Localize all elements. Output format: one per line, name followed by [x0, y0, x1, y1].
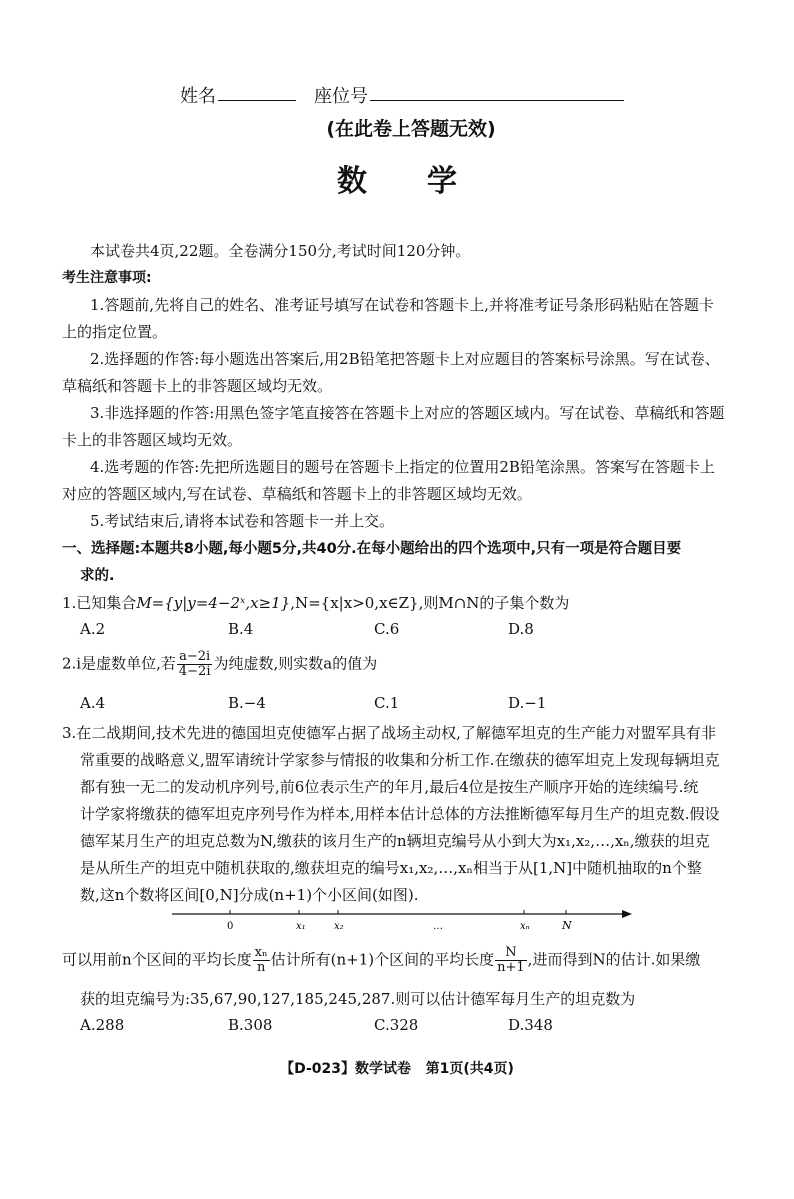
instruction-4-line1: 4.选考题的作答:先把所选题目的题号在答题卡上指定的位置用2B铅笔涂黑。答案写在答题卡上 [90, 458, 715, 476]
q3-frac2-den: n+1 [497, 960, 525, 975]
q1-option-d[interactable]: D.8 [508, 620, 534, 638]
q2-suffix: 为纯虚数,则实数a的值为 [213, 654, 378, 673]
q3-fraction-2 [495, 946, 527, 975]
q1-option-a[interactable]: A.2 [80, 620, 106, 638]
instruction-2-line1: 2.选择题的作答:每小题选出答案后,用2B铅笔把答题卡上对应题目的答案标号涂黑。写在试卷、 [90, 350, 720, 368]
q3-line-2: 常重要的战略意义,盟军请统计学家参与情报的收集和分析工作.在缴获的德军坦克上发现每辆坦克 [80, 751, 720, 769]
number-line-figure [0, 904, 794, 936]
axis-label-xn: xₙ [520, 921, 530, 932]
q2-option-b[interactable]: B.−4 [228, 694, 266, 712]
q3-line-4: 计学家将缴获的德军坦克序列号作为样本,用样本估计总体的方法推断德军每月生产的坦克数.假设 [80, 805, 720, 823]
q2-frac-den: 4−2i [178, 664, 211, 679]
q3-frac1-den: n [256, 960, 266, 975]
q3-line-5: 德军某月生产的坦克总数为N,缴获的该月生产的n辆坦克编号从小到大为x₁,x₂,…,xₙ,缴获的坦克 [80, 832, 710, 850]
axis-label-x2: x₂ [334, 921, 344, 932]
footer-code: 【D-023】 [280, 1061, 355, 1077]
name-blank [218, 86, 296, 101]
axis-label-0: 0 [227, 921, 234, 932]
instruction-3-line2: 卡上的非答题区域均无效。 [62, 431, 243, 449]
q3-line-6: 是从所生产的坦克中随机获取的,缴获坦克的编号x₁,x₂,…,xₙ相当于从[1,N]中随机抽取的n个整 [80, 859, 702, 877]
exam-intro: 本试卷共4页,22题。全卷满分150分,考试时间120分钟。 [90, 242, 471, 260]
q1-suffix: ,则M∩N的子集个数为 [418, 594, 570, 612]
q3-text-b: 估计所有(n+1)个区间的平均长度 [270, 950, 495, 969]
name-label: 姓名 [180, 86, 216, 107]
q3-option-b[interactable]: B.308 [228, 1016, 273, 1034]
question-2 [0, 650, 794, 679]
q3-fraction-1 [253, 946, 270, 975]
q1-set-n: ,N={x|x>0,x∈Z} [290, 594, 419, 612]
q1-option-c[interactable]: C.6 [374, 620, 400, 638]
q3-line-7: 数,这n个数将区间[0,N]分成(n+1)个小区间(如图). [80, 886, 419, 904]
q1-prefix: 1.已知集合 [62, 594, 137, 612]
section-title: 一、选择题:本题共8小题,每小题5分,共40分.在每小题给出的四个选项中,只有一项是符合题目要 [62, 541, 682, 557]
q2-option-c[interactable]: C.1 [374, 694, 400, 712]
q2-option-a[interactable]: A.4 [80, 694, 106, 712]
seat-label: 座位号 [314, 86, 368, 107]
no-answer-notice: (在此卷上答题无效) [326, 118, 496, 140]
page-footer [0, 1058, 794, 1078]
q3-frac2-num: N [495, 946, 527, 961]
axis-label-x1: x₁ [296, 921, 306, 932]
q2-frac-num: a−2i [177, 650, 213, 665]
axis-label-N: N [562, 919, 572, 932]
q3-option-a[interactable]: A.288 [80, 1016, 125, 1034]
instruction-2-line2: 草稿纸和答题卡上的非答题区域均无效。 [62, 377, 333, 395]
instruction-4-line2: 对应的答题区域内,写在试卷、草稿纸和答题卡上的非答题区域均无效。 [62, 485, 532, 503]
axis-arrow-icon [622, 910, 632, 918]
footer-subject: 数学试卷 [355, 1061, 411, 1077]
q2-fraction [177, 650, 213, 679]
footer-page: 第1页(共4页) [425, 1061, 514, 1077]
q3-option-c[interactable]: C.328 [374, 1016, 419, 1034]
q2-prefix: 2.i是虚数单位,若 [62, 654, 176, 673]
section-title-cont: 求的. [80, 568, 115, 584]
instruction-3-line1: 3.非选择题的作答:用黑色签字笔直接答在答题卡上对应的答题区域内。写在试卷、草稿纸和答题 [90, 404, 725, 422]
instruction-5: 5.考试结束后,请将本试卷和答题卡一并上交。 [90, 512, 395, 530]
axis-label-dots: … [433, 921, 443, 932]
q3-line-1: 3.在二战期间,技术先进的德国坦克使德军占据了战场主动权,了解德军坦克的生产能力对盟军具有非 [62, 724, 716, 742]
q3-line-3: 都有独一无二的发动机序列号,前6位表示生产的年月,最后4位是按生产顺序开始的连续编号.统 [80, 778, 699, 796]
q1-option-b[interactable]: B.4 [228, 620, 254, 638]
q3-text-c: ,进而得到N的估计.如果缴 [527, 950, 701, 969]
q3-text-a: 可以用前n个区间的平均长度 [62, 950, 252, 969]
q2-option-d[interactable]: D.−1 [508, 694, 547, 712]
question-1 [0, 592, 794, 613]
q3-option-d[interactable]: D.348 [508, 1016, 553, 1034]
subject-title: 数 学 [337, 164, 457, 199]
q3-frac1-num: xₙ [254, 945, 268, 960]
q1-set-m: M={y|y=4−2ˣ,x≥1} [136, 594, 291, 612]
instructions-title: 考生注意事项: [62, 270, 152, 286]
instruction-1-line1: 1.答题前,先将自己的姓名、准考证号填写在试卷和答题卡上,并将准考证号条形码粘贴在答题卡 [90, 296, 714, 314]
seat-blank [370, 86, 624, 101]
instruction-1-line2: 上的指定位置。 [62, 323, 168, 341]
q3-estimate-line [0, 946, 794, 975]
q3-last-line: 获的坦克编号为:35,67,90,127,185,245,287.则可以估计德军每月生产的坦克数为 [80, 990, 636, 1008]
